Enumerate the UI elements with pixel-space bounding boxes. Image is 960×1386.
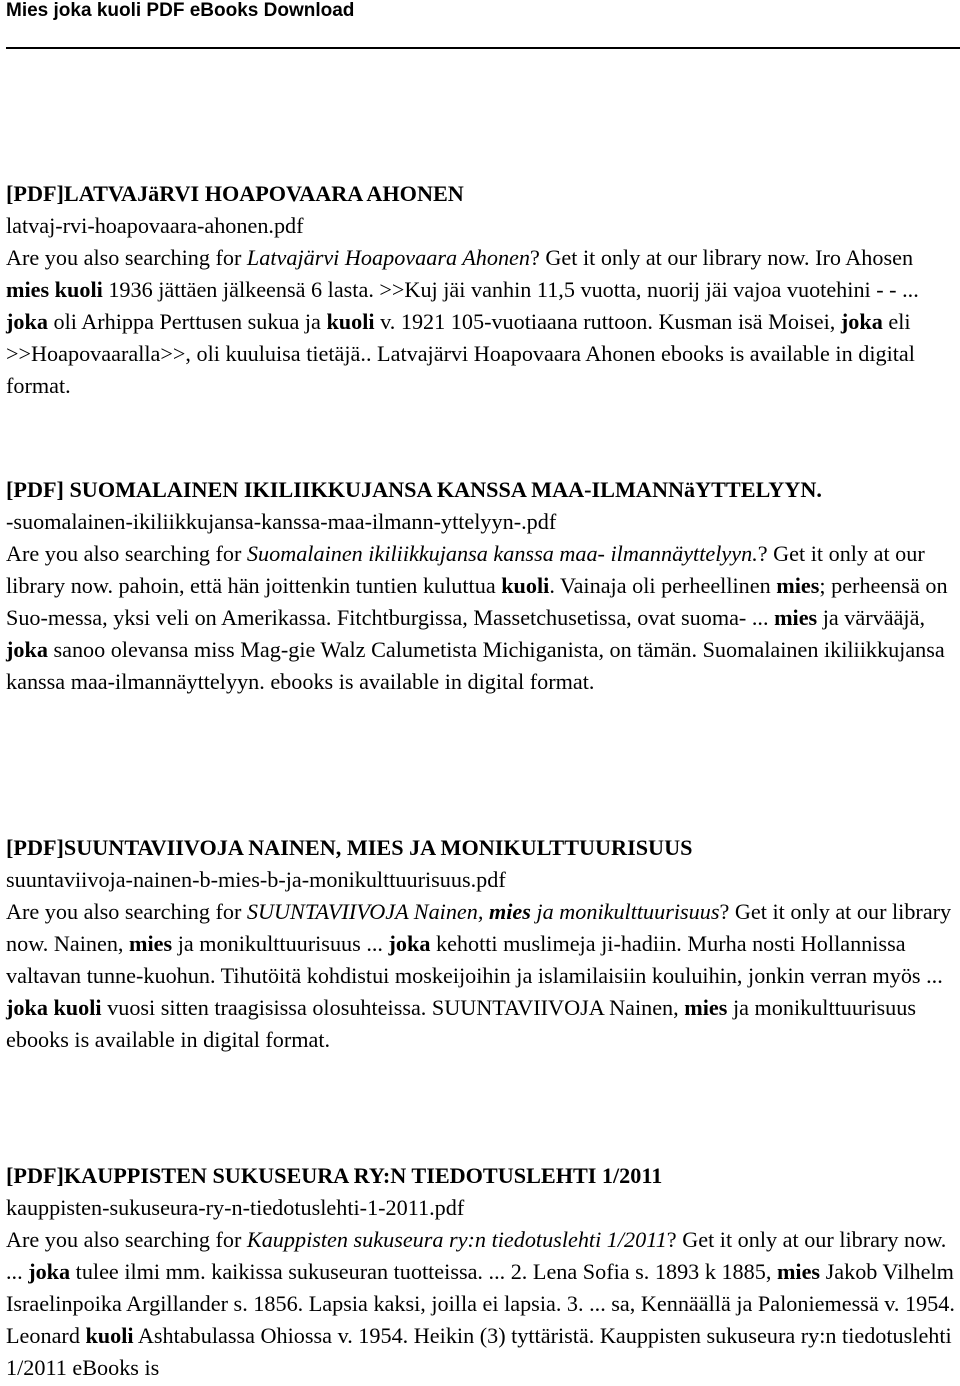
keyword-highlight: mies: [129, 931, 173, 956]
snippet-text: Are you also searching for: [6, 541, 247, 566]
keyword-highlight: joka kuoli: [6, 995, 102, 1020]
keyword-highlight: joka: [840, 309, 883, 334]
snippet-text: ; perheensä on Suo-messa, yksi veli on Amerikassa. Fitchtburgissa, Massetchusetissa, ovat suoma- ...: [6, 573, 948, 630]
keyword-highlight: kuoli: [326, 309, 375, 334]
page-title: Mies joka kuoli PDF eBooks Download: [6, 0, 355, 21]
book-title-emphasis: SUUNTAVIIVOJA Nainen,: [246, 899, 489, 924]
snippet-text: sanoo olevansa miss Mag-gie Walz Calumetista Michiganista, on tämän. Suomalainen ikiliikkujansa kanssa maa-ilmannäyttelyyn. ebooks is available in digital format.: [6, 637, 945, 694]
snippet-text: ? Get it only at our library now. Nainen,: [6, 899, 952, 956]
keyword-highlight: kuoli: [501, 573, 550, 598]
keyword-highlight: kuoli: [85, 1323, 134, 1348]
keyword-highlight: mies: [488, 899, 531, 924]
snippet-text: ? Get it only at our library now. pahoin, että hän joittenkin tuntien kuluttua: [6, 541, 925, 598]
snippet-text: Jakob Vilhelm Israelinpoika Argillander s. 1856. Lapsia kaksi, joilla ei lapsia. 3. ... sa, Kennäällä ja Paloniemessä v. 1954. Leonard: [6, 1259, 955, 1348]
result-entry: [6, 832, 956, 1056]
snippet-text: vuosi sitten traagisissa olosuhteissa. SUUNTAVIIVOJA Nainen,: [101, 995, 685, 1020]
snippet-text: oli Arhippa Perttusen sukua ja: [47, 309, 327, 334]
result-snippet: [6, 1224, 956, 1384]
snippet-text: kehotti muslimeja ji-hadiin. Murha nosti Hollannissa valtavan tunne-kuohun. Tihutöitä kohdistui moskeijoihin ja islamilaisiin kouluihin, jonkin verran myös ...: [6, 931, 943, 988]
result-title-link[interactable]: [PDF] SUOMALAINEN IKILIIKKUJANSA KANSSA MAA-ILMANNäYTTELYYN.: [6, 477, 822, 502]
keyword-highlight: joka: [6, 637, 48, 662]
keyword-highlight: mies: [684, 995, 728, 1020]
book-title-emphasis: ja monikulttuurisuus: [530, 899, 720, 924]
keyword-highlight: mies: [776, 1259, 821, 1284]
result-title-link[interactable]: [PDF]KAUPPISTEN SUKUSEURA RY:N TIEDOTUSLEHTI 1/2011: [6, 1163, 663, 1188]
result-entry: [6, 178, 956, 402]
snippet-text: tulee ilmi mm. kaikissa sukuseuran tuotteissa. ... 2. Lena Sofia s. 1893 k 1885,: [70, 1259, 777, 1284]
snippet-text: ja värvääjä,: [817, 605, 925, 630]
snippet-text: eli >>Hoapovaaralla>>, oli kuuluisa tietäjä.. Latvajärvi Hoapovaara Ahonen ebooks is available in digital format.: [6, 309, 915, 398]
keyword-highlight: joka: [388, 931, 431, 956]
keyword-highlight: joka: [6, 309, 48, 334]
result-filename: suuntaviivoja-nainen-b-mies-b-ja-monikulttuurisuus.pdf: [6, 867, 506, 892]
book-title-emphasis: Suomalainen ikiliikkujansa kanssa maa- ilmannäyttelyyn.: [246, 541, 758, 566]
keyword-highlight: mies kuoli: [6, 277, 103, 302]
result-filename: kauppisten-sukuseura-ry-n-tiedotuslehti-1-2011.pdf: [6, 1195, 465, 1220]
header-divider: [6, 47, 960, 49]
book-title-emphasis: Latvajärvi Hoapovaara Ahonen: [246, 245, 530, 270]
snippet-text: Ashtabulassa Ohiossa v. 1954. Heikin (3) tyttäristä. Kauppisten sukuseura ry:n tiedotuslehti 1/2011 eBooks is: [6, 1323, 952, 1380]
result-entry: [6, 1160, 956, 1384]
keyword-highlight: mies: [776, 573, 820, 598]
snippet-text: ? Get it only at our library now. Iro Ahosen: [529, 245, 914, 270]
snippet-text: ja monikulttuurisuus ebooks is available in digital format.: [6, 995, 916, 1052]
result-snippet: [6, 538, 956, 698]
keyword-highlight: joka: [28, 1259, 71, 1284]
snippet-text: 1936 jättäen jälkeensä 6 lasta. >>Kuj jäi vanhin 11,5 vuotta, nuorij jäi vajoa vuotehini - - ...: [102, 277, 919, 302]
result-filename: latvaj-rvi-hoapovaara-ahonen.pdf: [6, 213, 304, 238]
result-entry: [6, 474, 956, 698]
snippet-text: Are you also searching for: [6, 899, 247, 924]
result-title-link[interactable]: [PDF]SUUNTAVIIVOJA NAINEN, MIES JA MONIKULTTUURISUUS: [6, 835, 693, 860]
result-title-link[interactable]: [PDF]LATVAJäRVI HOAPOVAARA AHONEN: [6, 181, 464, 206]
result-snippet: [6, 896, 956, 1056]
snippet-text: ? Get it only at our library now. ...: [6, 1227, 947, 1284]
snippet-text: Are you also searching for: [6, 1227, 247, 1252]
snippet-text: . Vainaja oli perheellinen: [549, 573, 777, 598]
keyword-highlight: mies: [774, 605, 818, 630]
page-header: [0, 0, 960, 52]
snippet-text: ja monikulttuurisuus ...: [172, 931, 389, 956]
result-filename: -suomalainen-ikiliikkujansa-kanssa-maa-ilmann-yttelyyn-.pdf: [6, 509, 557, 534]
result-snippet: [6, 242, 956, 402]
snippet-text: Are you also searching for: [6, 245, 247, 270]
book-title-emphasis: Kauppisten sukuseura ry:n tiedotuslehti 1/2011: [246, 1227, 667, 1252]
snippet-text: v. 1921 105-vuotiaana ruttoon. Kusman isä Moisei,: [374, 309, 841, 334]
